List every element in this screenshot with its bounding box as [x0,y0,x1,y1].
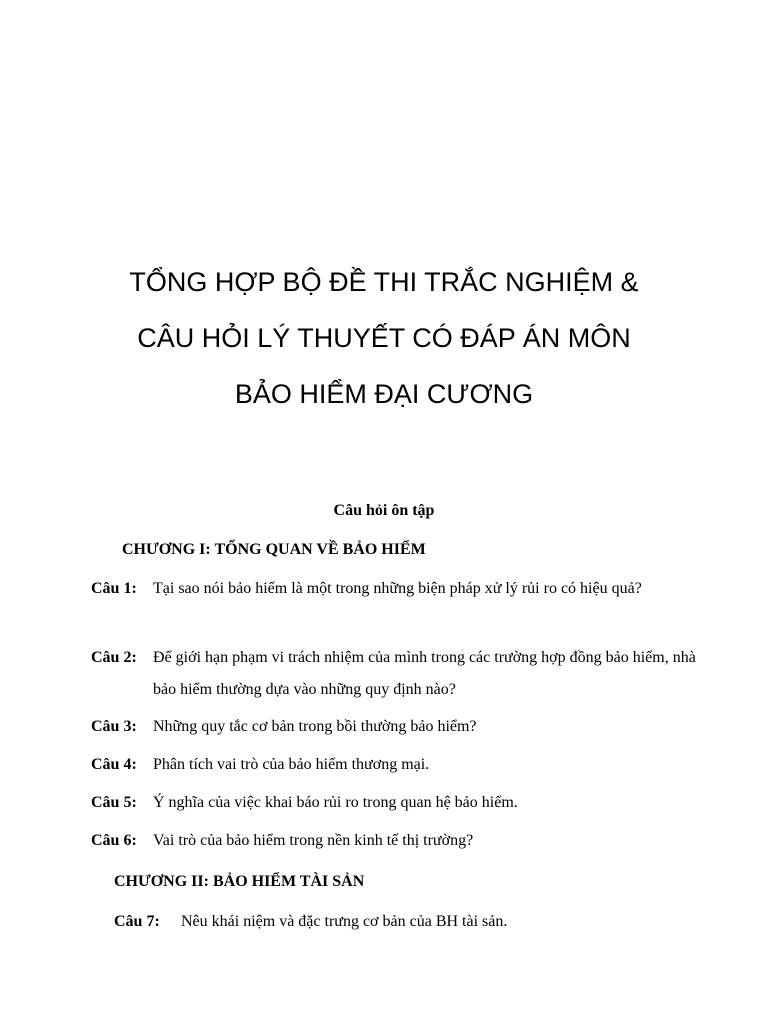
question-text: Những quy tắc cơ bản trong bồi thường bảo hiểm? [153,718,477,735]
question-label: Câu 6: [91,832,137,849]
question-label: Câu 1: [91,580,137,597]
section-subtitle: Câu hỏi ôn tập [333,502,435,519]
question-text: Để giới hạn phạm vi trách nhiệm của mình trong các trường hợp đồng bảo hiểm, nhà bảo hiểm thường dựa vào những quy định nào? [153,649,696,698]
question-text: Ý nghĩa của việc khai báo rủi ro trong quan hệ bảo hiểm. [153,794,518,811]
title-line-2: CÂU HỎI LÝ THUYẾT CÓ ĐÁP ÁN MÔN [137,323,631,353]
question-label: Câu 4: [91,756,137,773]
title-line-1: TỔNG HỢP BỘ ĐỀ THI TRẮC NGHIỆM & [129,267,639,297]
title-line-3: BẢO HIỂM ĐẠI CƯƠNG [234,379,534,409]
document-title [0,254,768,422]
question-label: Câu 5: [91,794,137,811]
question-label: Câu 3: [91,718,137,735]
question-label: Câu 7: [114,913,160,930]
question-text: Vai trò của bảo hiểm trong nền kinh tế thị trường? [153,832,474,849]
chapter-heading-2: CHƯƠNG II: BẢO HIỂM TÀI SẢN [114,873,365,890]
question-text: Phân tích vai trò của bảo hiểm thương mại. [153,756,430,773]
question-text: Nêu khái niệm và đặc trưng cơ bản của BH tài sản. [181,913,508,930]
question-text: Tại sao nói bảo hiểm là một trong những biện pháp xử lý rủi ro có hiệu quả? [153,580,642,597]
question-label: Câu 2: [91,649,137,666]
chapter-heading-1: CHƯƠNG I: TỔNG QUAN VỀ BẢO HIỂM [122,541,426,558]
